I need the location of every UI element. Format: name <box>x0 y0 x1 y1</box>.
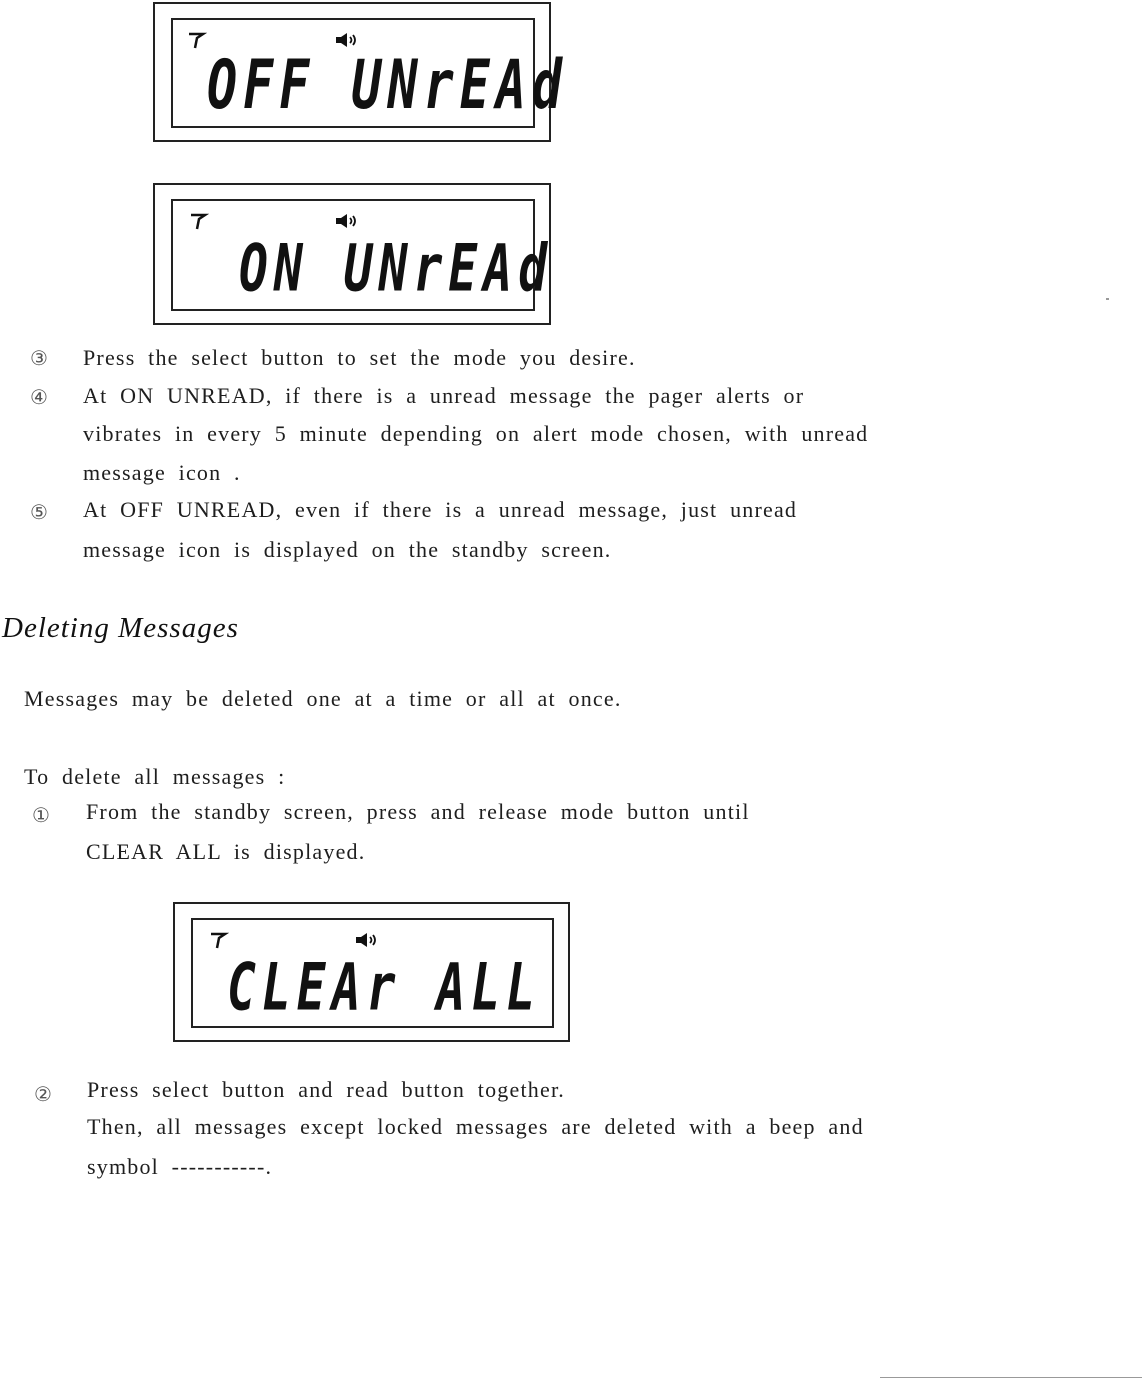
step-text: vibrates in every 5 minute depending on alert mode chosen, with unread <box>83 421 869 446</box>
speaker-icon <box>355 932 379 948</box>
step-text: Press the select button to set the mode you desire. <box>83 345 636 370</box>
step-text: CLEAR ALL is displayed. <box>86 839 366 864</box>
step-number: ⑤ <box>30 500 48 524</box>
step-number: ② <box>34 1082 52 1106</box>
scan-artifact <box>880 1377 1142 1378</box>
step-text: message icon . <box>83 460 241 485</box>
step-number: ① <box>32 803 50 827</box>
lcd-display-off-unread <box>153 2 569 142</box>
lcd-display-clear-all <box>173 902 570 1042</box>
scan-artifact <box>1106 298 1109 300</box>
step-text: Then, all messages except locked messages are deleted with a beep and <box>87 1114 864 1139</box>
antenna-icon <box>189 213 209 231</box>
step-text: From the standby screen, press and release mode button until <box>86 799 750 824</box>
step-text: At ON UNREAD, if there is a unread message the pager alerts or <box>83 383 805 408</box>
step-number: ③ <box>30 346 48 370</box>
step-text: At OFF UNREAD, even if there is a unread message, just unread <box>83 497 798 522</box>
lcd-text: ON UNrEAd <box>239 231 554 307</box>
step-text: Press select button and read button together. <box>87 1077 565 1102</box>
antenna-icon <box>209 932 229 950</box>
step-number: ④ <box>30 385 48 409</box>
lcd-text: OFF UNrEAd <box>207 46 569 125</box>
speaker-icon <box>335 213 359 229</box>
antenna-icon <box>187 32 207 50</box>
subheading: To delete all messages : <box>24 764 286 789</box>
step-text: message icon is displayed on the standby screen. <box>83 537 612 562</box>
section-heading: Deleting Messages <box>2 612 239 644</box>
lcd-text: CLEAr ALL <box>227 950 542 1026</box>
lcd-display-on-unread <box>153 183 554 325</box>
step-text: symbol -----------. <box>87 1154 273 1179</box>
intro-text: Messages may be deleted one at a time or all at once. <box>24 686 622 711</box>
